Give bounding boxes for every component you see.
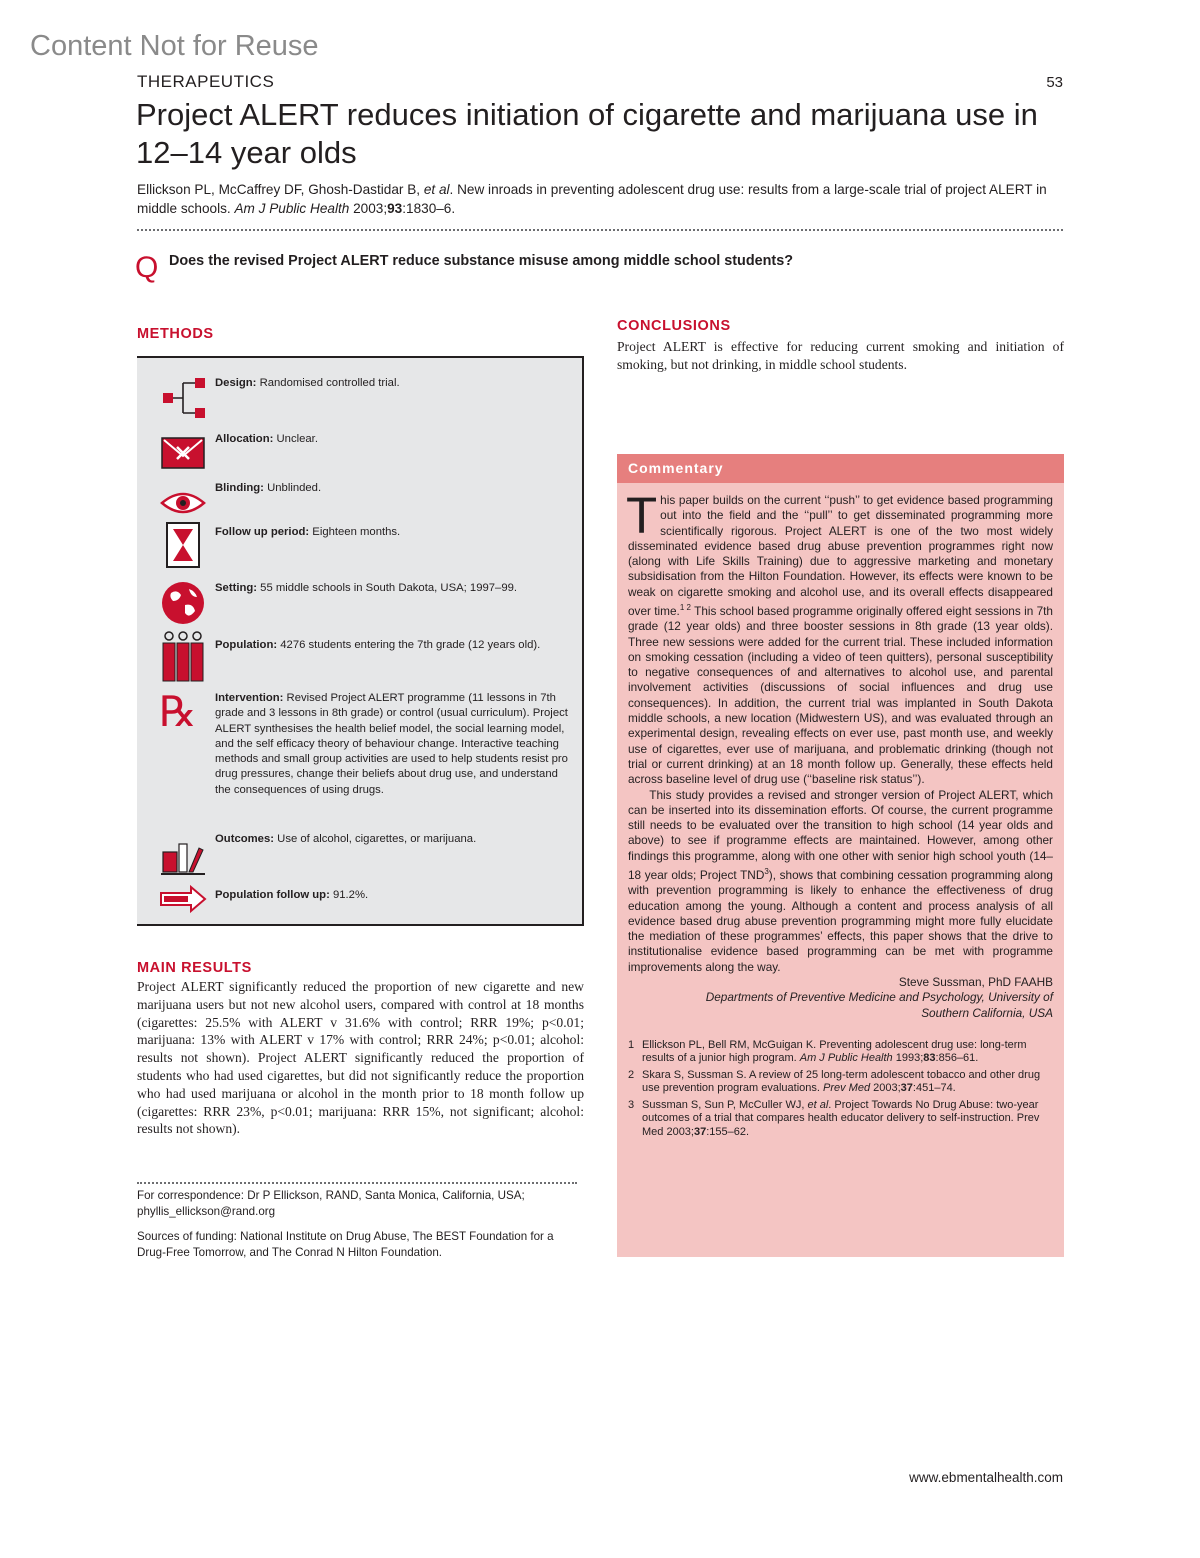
allocation-label: Allocation:: [215, 433, 274, 445]
methods-heading: METHODS: [137, 326, 214, 342]
reference-number: 2: [628, 1068, 635, 1081]
reference-pages: :155–62.: [706, 1125, 750, 1138]
reference-year: 1993;: [892, 1052, 924, 1065]
reference-number: 1: [628, 1038, 635, 1051]
dropcap: T: [626, 487, 658, 544]
citation-authors: Ellickson PL, McCaffrey DF, Ghosh-Dastidar B,: [137, 182, 424, 197]
citation-et-al: et al: [423, 182, 450, 197]
main-results-heading: MAIN RESULTS: [137, 960, 252, 976]
commentary-paragraph-1: [626, 487, 1053, 788]
reference-item: [628, 1039, 1053, 1066]
arrow-right-icon: [159, 884, 207, 914]
citation-year: 2003;: [349, 201, 388, 216]
commentary-p2-part-a: This study provides a revised and stronger version of Project ALERT, which can be inserted into its dissemination efforts. Of course, the current programme still needs to be evaluated over the transition to high school (14 year olds and above) to see if programme effects are maintained. However, among other findings this programme, along with one other with senior high school youth (14–18 year olds; Project TND: [628, 787, 1053, 882]
intervention-label: Intervention:: [215, 692, 284, 704]
footnote-rule: [137, 1182, 577, 1184]
citation: [137, 180, 1067, 218]
commentary-author: Steve Sussman, PhD FAAHB: [898, 975, 1053, 990]
section-label: THERAPEUTICS: [137, 72, 275, 91]
reference-text: Skara S, Sussman S. A review of 25 long-term adolescent tobacco and other drug use prevention program evaluations.: [642, 1068, 1041, 1095]
reference-volume: 37: [900, 1082, 913, 1095]
citation-volume: 93: [387, 201, 403, 216]
population-label: Population:: [215, 639, 278, 651]
citation-article: . New inroads in preventing adolescent drug use: results from a large-scale trial of project ALERT in middle schools.: [137, 182, 1047, 216]
follow-up-value: Eighteen months.: [309, 526, 401, 538]
reference-year: 2003;: [870, 1082, 901, 1095]
envelope-icon: [159, 430, 207, 478]
intervention-value: Revised Project ALERT programme (11 lessons in 7th grade and 3 lessons in 8th grade) or control (usual curriculum). Project ALERT synthesises the health belief model, the social learning model, and the self efficacy theory of behaviour change. Interactive teaching methods and small group activities are used to help students resist pro drug pressures, change their beliefs about drug use, and understand the consequences of using drugs.: [215, 692, 568, 796]
hourglass-icon: [159, 521, 207, 569]
question-mark: Q: [135, 251, 159, 284]
watermark: Content Not for Reuse: [30, 30, 319, 62]
population-value: 4276 students entering the 7th grade (12 years old).: [277, 639, 541, 651]
article-title: Project ALERT reduces initiation of cigarette and marijuana use in 12–14 year olds: [136, 97, 1038, 170]
rx-icon: ℞: [159, 690, 197, 736]
design-value: Randomised controlled trial.: [256, 377, 400, 389]
reference-volume: 37: [693, 1125, 707, 1138]
clinical-question: Does the revised Project ALERT reduce substance misuse among middle school students?: [169, 253, 794, 269]
blinding-value: Unblinded.: [263, 482, 322, 494]
globe-icon: [159, 579, 207, 627]
population-follow-up-label: Population follow up:: [215, 889, 330, 901]
reference-journal: Prev Med: [823, 1082, 871, 1095]
eye-icon: [159, 479, 207, 527]
reference-pages: :856–61.: [935, 1052, 979, 1065]
flowchart-icon: [159, 374, 207, 422]
reference-year: . Project Towards No Drug Abuse: two-year outcomes of a trial that compares health educator delivery to self-instruction. Prev Med 2003;: [642, 1098, 1040, 1138]
conclusions-text: Project ALERT is effective for reducing current smoking and initiation of smoking, but not drinking, in middle school students.: [617, 339, 1064, 372]
commentary-p1-part-a: his paper builds on the current ‘‘push’’ to get evidence based programming out into the field and the ‘‘pull’’ to get disseminated programming more scientifically rigorous. Project ALERT is one of the two most widely disseminated evidence based drug abuse prevention programmes right now (along with Life Skills Training) due to aggressive marketing and monetary subsidisation from the Hilton Foundation. However, its effects were known to be weak on cigarette smoking and alcohol use, and its overall effects disappeared over time.: [628, 493, 1053, 618]
reference-item: [628, 1099, 1053, 1140]
commentary-paragraph-2: [628, 788, 1053, 975]
page-number: 53: [1046, 74, 1063, 91]
population-follow-up-value: 91.2%.: [329, 889, 369, 901]
commentary-affiliation: Departments of Preventive Medicine and Psychology, University of Southern California, USA: [705, 990, 1053, 1020]
citation-journal: Am J Public Health: [234, 201, 350, 216]
setting-value: 55 middle schools in South Dakota, USA; 1997–99.: [257, 582, 518, 594]
commentary-body: [617, 483, 1064, 975]
outcomes-label: Outcomes:: [215, 833, 275, 845]
reference-volume: 83: [923, 1052, 936, 1065]
conclusions-heading: CONCLUSIONS: [617, 318, 731, 334]
reference-text: Ellickson PL, Bell RM, McGuigan K. Preventing adolescent drug use: long-term results of a junior high program.: [642, 1038, 1027, 1065]
reference-text: Sussman S, Sun P, McCuller WJ,: [642, 1098, 808, 1111]
commentary-p2-part-b: ), shows that combining cessation programming along with prevention programming is likely to enhance the effectiveness of drug education among the young. Although a content and process analysis of all evidence based drug abuse prevention programming might more fully elucidate the mediation of these programmes’ effects, this paper shows that the drive to institutionalise evidence based programming can be met with programme improvements along the way.: [628, 867, 1053, 974]
follow-up-label: Follow up period:: [215, 526, 310, 538]
commentary-p2-superscript: 3: [764, 867, 769, 877]
reference-journal: Am J Public Health: [799, 1052, 893, 1065]
commentary-p1-superscript: 1 2: [679, 603, 692, 613]
commentary-heading: Commentary: [617, 454, 1064, 483]
citation-pages: :1830–6.: [402, 201, 456, 216]
correspondence: For correspondence: Dr P Ellickson, RAND, Santa Monica, California, USA; phyllis_ellickson@rand.org: [137, 1189, 525, 1218]
dotted-rule: [137, 229, 1063, 231]
main-results-text: Project ALERT significantly reduced the proportion of new cigarette and new marijuana users but not new alcohol users, compared with control at 18 months (cigarettes: 25.5% with ALERT v 31.6% with control; RRR 19%; p<0.01; marijuana: 13% with ALERT v 17% with control; RRR 24%; p<0.01; alcohol: results not shown). Project ALERT significantly reduced the proportion of students who had used cigarettes, but did not significantly reduce the proportion who had used marijuana or alcohol in the month prior to 18 month follow up (cigarettes: RRR 23%, p<0.01; marijuana: RRR 15%, not significant; alcohol: results not shown).: [137, 979, 584, 1137]
reference-number: 3: [628, 1098, 635, 1111]
website-link[interactable]: www.ebmentalhealth.com: [909, 1470, 1063, 1485]
methods-box: [137, 356, 584, 926]
outcomes-value: Use of alcohol, cigarettes, or marijuana.: [274, 833, 477, 845]
reference-item: [628, 1069, 1053, 1096]
setting-label: Setting:: [215, 582, 258, 594]
reference-pages: :451–74.: [912, 1082, 956, 1095]
blinding-label: Blinding:: [215, 482, 264, 494]
funding: Sources of funding: National Institute on Drug Abuse, The BEST Foundation for a Drug-Free Tomorrow, and The Conrad N Hilton Foundation.: [137, 1230, 554, 1259]
commentary-box: [617, 454, 1064, 1257]
design-label: Design:: [215, 377, 257, 389]
allocation-value: Unclear.: [273, 433, 318, 445]
outcomes-icon: [159, 832, 207, 880]
people-icon: [159, 630, 207, 684]
commentary-p1-part-b: This school based programme originally offered eight sessions in 7th grade (12 year olds) and three booster sessions in 8th grade (13 year olds). Three new sessions were added for the current trial. These included information on smoking cessation (including a video of teen quitters), personal susceptibility to negative consequences of and alternatives to alcohol use, and parental involvement activities (discussions of social influences and drug use consequences). In addition, the current trial was implanted in South Dakota middle schools, a new location (Midwestern US), and was evaluated through an experimental design, revealing effects on ever use, past month use, and weekly use of cigarettes, ever use of marijuana, and problematic drinking (though not trial or current drinking) at an 18 month follow up. Generally, these effects held across baseline level of drug use (‘‘baseline risk status’’).: [628, 604, 1053, 787]
references-list: [617, 1021, 1064, 1140]
reference-journal: et al: [807, 1098, 829, 1111]
